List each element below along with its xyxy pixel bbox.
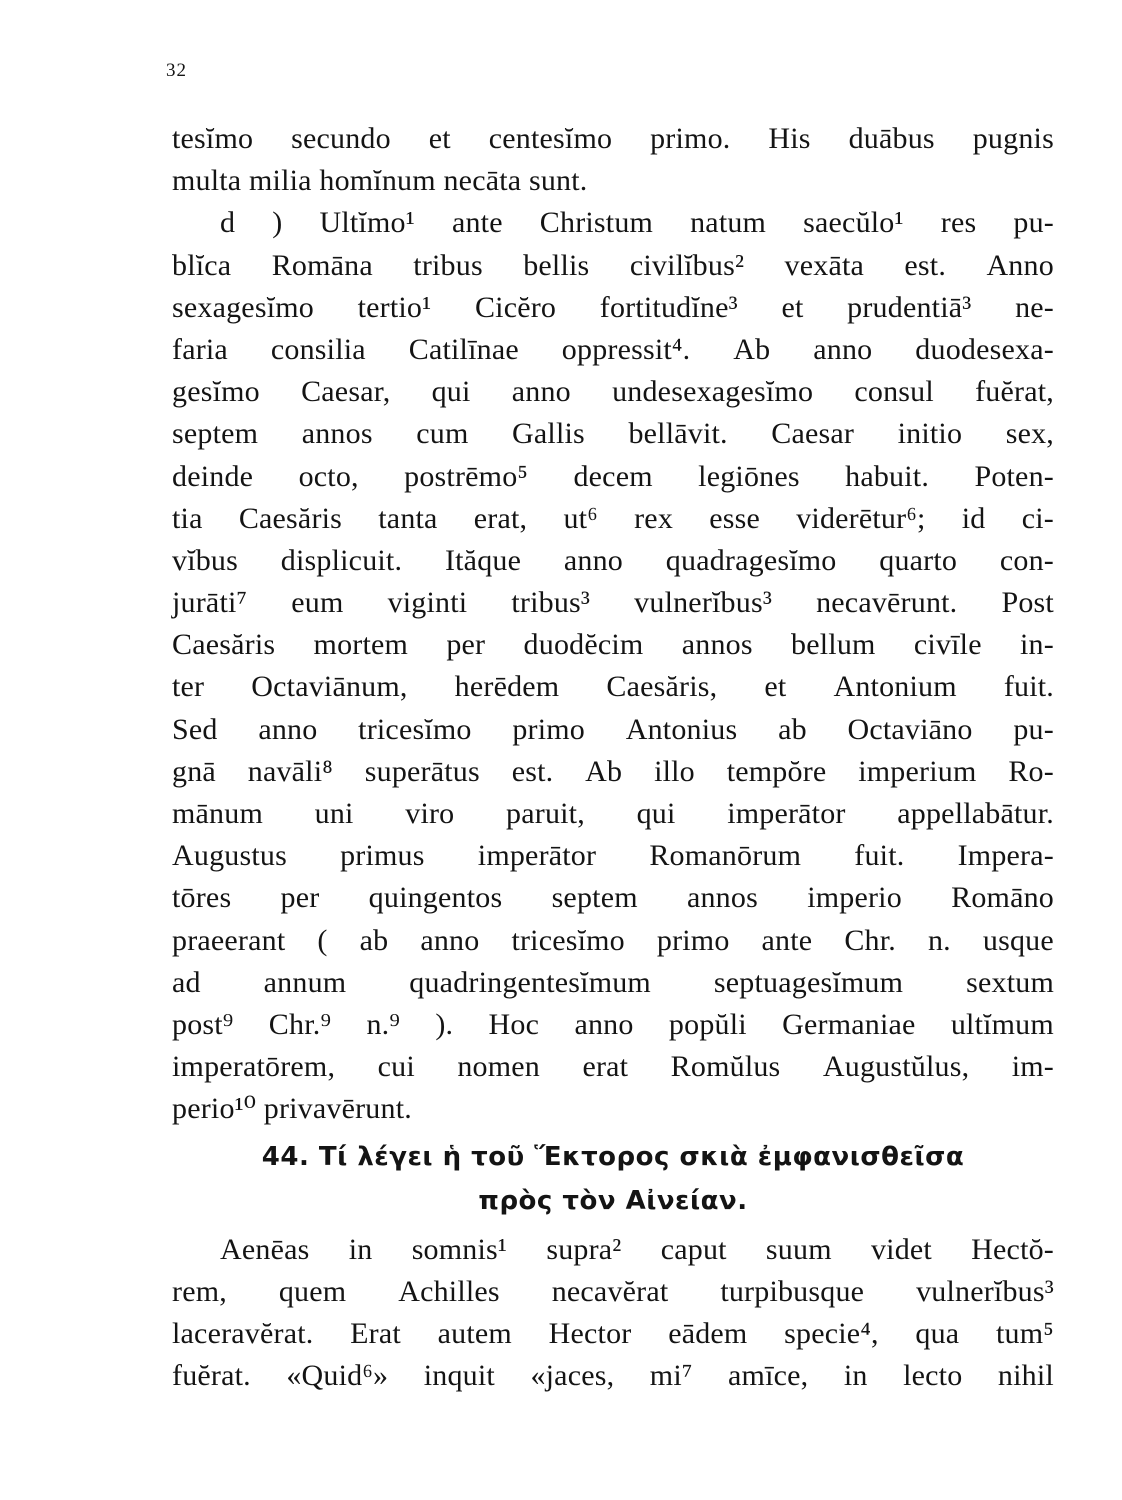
paragraph-2 [172, 202, 1054, 1130]
text-line: tia Caesăris tanta erat, ut⁶ rex esse viderētur⁶; id ci- [172, 501, 1054, 535]
text-line: vĭbus displicuit. Ităque anno quadragesĭmo quarto con- [172, 543, 1054, 577]
text-body [172, 118, 1054, 1397]
text-line: deinde octo, postrēmo⁵ decem legiōnes habuit. Poten- [172, 459, 1054, 493]
text-line: multa milia homĭnum necāta sunt. [172, 164, 588, 198]
text-line: laceravĕrat. Erat autem Hector eādem specie⁴, qua tum⁵ [172, 1316, 1054, 1350]
text-line: ter Octaviānum, herēdem Caesăris, et Antonium fuit. [172, 670, 1054, 704]
text-line: d ) Ultĭmo¹ ante Christum natum saecŭlo¹ res pu- [220, 206, 1054, 240]
text-line: imperatōrem, cui nomen erat Romŭlus Augustŭlus, im- [172, 1050, 1054, 1084]
text-line: Caesăris mortem per duodĕcim annos bellum civīle in- [172, 628, 1054, 662]
text-line: ad annum quadringentesĭmum septuagesĭmum sextum [172, 965, 1054, 999]
text-line: tesĭmo secundo et centesĭmo primo. His duābus pugnis [172, 122, 1054, 155]
text-line: Aenēas in somnis¹ supra² caput suum videt Hectŏ- [220, 1232, 1054, 1266]
text-line: mānum uni viro paruit, qui imperātor appellabātur. [172, 797, 1054, 830]
paragraph-3 [172, 1229, 1054, 1398]
text-line: perio¹⁰ privavērunt. [172, 1092, 412, 1126]
text-line: jurāti⁷ eum viginti tribus³ vulnerĭbus³ necavērunt. Post [172, 586, 1054, 620]
text-line: blĭca Romāna tribus bellis civilĭbus² vexāta est. Anno [172, 248, 1054, 282]
text-line: praeerant ( ab anno tricesĭmo primo ante Chr. n. usque [172, 923, 1054, 957]
text-line: fuĕrat. «Quid⁶» inquit «jaces, mi⁷ amīce, in lecto nihil [172, 1359, 1054, 1393]
text-line: gesĭmo Caesar, qui anno undesexagesĭmo consul fuĕrat, [172, 375, 1054, 409]
text-line: rem, quem Achilles necavĕrat turpibusque vulnerĭbus³ [172, 1274, 1054, 1308]
page-number: 32 [166, 60, 187, 81]
text-line: sexagesĭmo tertio¹ Cicĕro fortitudĭne³ et prudentiā³ ne- [172, 290, 1054, 324]
text-line: septem annos cum Gallis bellāvit. Caesar initio sex, [172, 417, 1054, 451]
section-heading [172, 1135, 1054, 1223]
text-line: post⁹ Chr.⁹ n.⁹ ). Hoc anno popŭli Germaniae ultĭmum [172, 1007, 1054, 1041]
text-line: Augustus primus imperātor Romanōrum fuit. Impera- [172, 839, 1054, 873]
text-line: tōres per quingentos septem annos imperio Romāno [172, 881, 1054, 915]
paragraph-1 [172, 118, 1054, 202]
text-line: gnā navāli⁸ superātus est. Ab illo tempŏre imperium Ro- [172, 754, 1054, 788]
heading-line-2: πρὸς τὸν Αἰνείαν. [478, 1185, 748, 1216]
text-line: faria consilia Catilīnae oppressit⁴. Ab anno duodesexa- [172, 332, 1054, 366]
text-line: Sed anno tricesĭmo primo Antonius ab Octaviāno pu- [172, 712, 1054, 746]
heading-line-1: 44. Τί λέγει ἡ τοῦ Ἕκτορος σκιὰ ἐμφανισθεῖσα [261, 1141, 965, 1172]
